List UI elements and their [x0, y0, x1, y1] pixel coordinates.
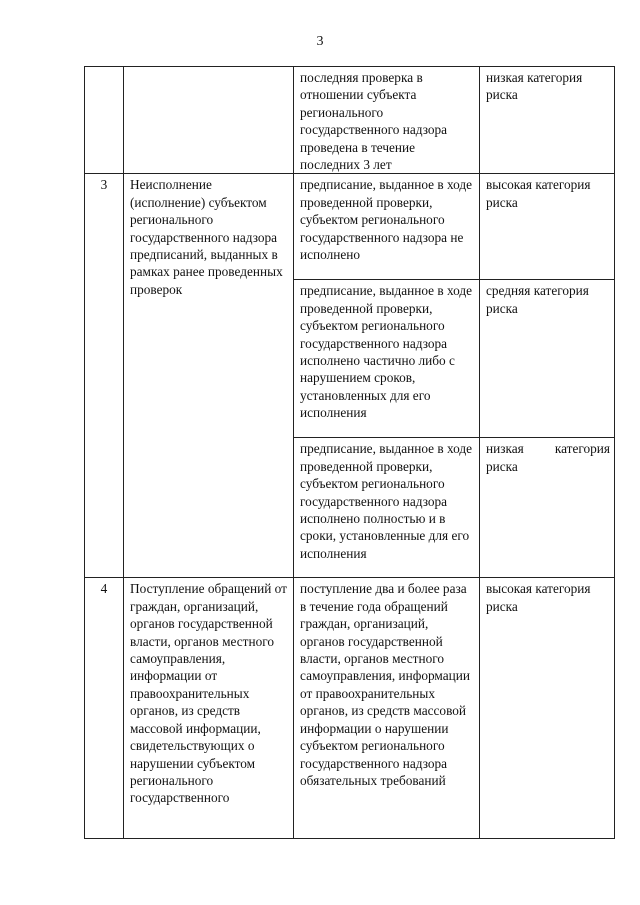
criterion-cell: Поступление обращений от граждан, организаций, органов государственной власти, органов местного самоуправления, информации от правоохранительных органов, из средств массовой информации, свидетельствующих о нарушении субъектом регионального государственного [124, 578, 294, 839]
table-row [85, 67, 615, 174]
condition-cell: предписание, выданное в ходе проведенной проверки, субъектом регионального государственного надзора исполнено полностью и в сроки, установленные для его исполнения [294, 438, 480, 578]
risk-category-cell: средняя категория риска [480, 280, 615, 438]
condition-cell: предписание, выданное в ходе проведенной проверки, субъектом регионального государственного надзора исполнено частично либо с нарушением сроков, установленных для его исполнения [294, 280, 480, 438]
risk-category-cell: низкая категория риска [480, 67, 615, 174]
risk-criteria-table [84, 66, 615, 839]
criterion-cell: Неисполнение (исполнение) субъектом регионального государственного надзора предписаний, выданных в рамках ранее проведенных проверок [124, 174, 294, 578]
condition-cell: поступление два и более раза в течение года обращений граждан, организаций, органов государственной власти, органов местного самоуправления, информации от правоохранительных органов, из средств массовой информации о нарушении субъектом регионального государственного надзора обязательных требований [294, 578, 480, 839]
row-number-cell: 3 [85, 174, 124, 578]
risk-category-cell: высокая категория риска [480, 174, 615, 280]
category-second-line: риска [486, 458, 518, 474]
table-row [85, 578, 615, 839]
condition-cell: предписание, выданное в ходе проведенной проверки, субъектом регионального государственного надзора не исполнено [294, 174, 480, 280]
row-number-cell [85, 67, 124, 174]
risk-category-cell [480, 438, 615, 578]
risk-category-cell: высокая категория риска [480, 578, 615, 839]
criterion-cell [124, 67, 294, 174]
table-row [85, 174, 615, 280]
condition-cell: последняя проверка в отношении субъекта регионального государственного надзора проведена в течение последних 3 лет [294, 67, 480, 174]
row-number-cell: 4 [85, 578, 124, 839]
category-first-line: низкая категория [486, 441, 610, 457]
page-number: 3 [316, 34, 324, 49]
